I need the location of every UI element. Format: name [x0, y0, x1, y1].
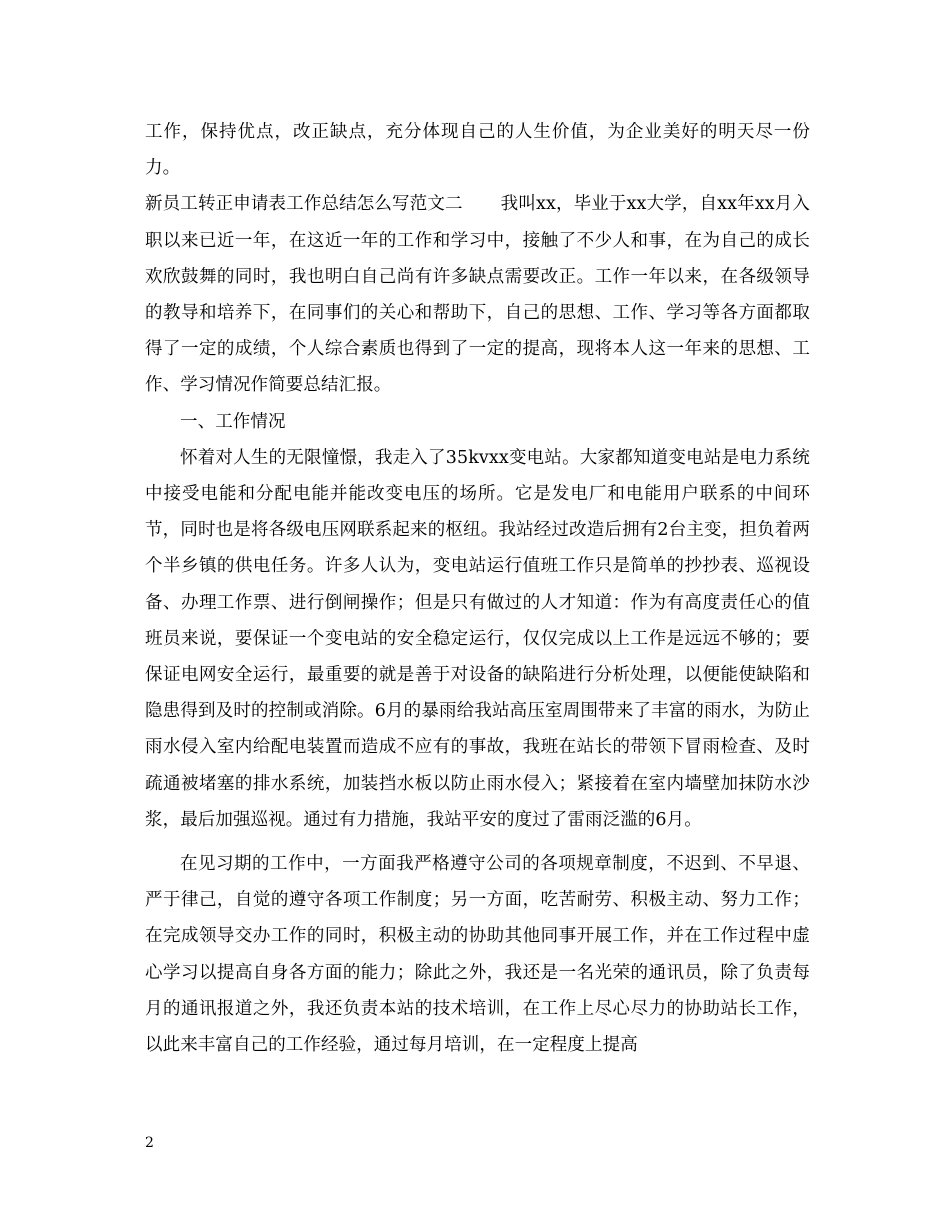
- intro-text: 我叫xx，毕业于xx大学，自xx年xx月入职以来已近一年，在这近一年的工作和学习中，接触了不少人和事，在为自己的成长欢欣鼓舞的同时，我也明白自己尚有许多缺点需要改正。工作一年以来，在各级领导的教导和培养下，在同事们的关心和帮助下，自己的思想、工作、学习等各方面都取得了一定的成绩，个人综合素质也得到了一定的提高，现将本人这一年来的思想、工作、学习情况作简要总结汇报。: [145, 194, 810, 396]
- document-body: [145, 114, 810, 1063]
- paragraph-substation: 怀着对人生的无限憧憬，我走入了35kvxx变电站。大家都知道变电站是电力系统中接受电能和分配电能并能改变电压的场所。它是发电厂和电能用户联系的中间环节，同时也是将各级电压网联系起来的枢纽。我站经过改造后拥有2台主变，担负着两个半乡镇的供电任务。许多人认为，变电站运行值班工作只是简单的抄抄表、巡视设备、办理工作票、进行倒闸操作；但是只有做过的人才知道：作为有高度责任心的值班员来说，要保证一个变电站的安全稳定运行，仅仅完成以上工作是远远不够的；要保证电网安全运行，最重要的就是善于对设备的缺陷进行分析处理，以便能使缺陷和隐患得到及时的控制或消除。6月的暴雨给我站高压室周围带来了丰富的雨水，为防止雨水侵入室内给配电装置而造成不应有的事故，我班在站长的带领下冒雨检查、及时疏通被堵塞的排水系统，加装挡水板以防止雨水侵入；紧接着在室内墙壁加抹防水沙浆，最后加强巡视。通过有力措施，我站平安的度过了雷雨泛滥的6月。: [145, 447, 810, 830]
- page-number: 2: [145, 1135, 154, 1151]
- section-heading-work: 一、工作情况: [180, 411, 286, 432]
- paragraph-continued: 工作，保持优点，改正缺点，充分体现自己的人生价值，为企业美好的明天尽一份力。: [145, 122, 810, 179]
- paragraph-intro: [145, 186, 810, 403]
- paragraph-gap: [145, 838, 810, 846]
- document-title: 新员工转正申请表工作总结怎么写范文二: [145, 194, 463, 215]
- paragraph-probation: 在见习期的工作中，一方面我严格遵守公司的各项规章制度，不迟到、不早退、严于律己，自觉的遵守各项工作制度；另一方面，吃苦耐劳、积极主动、努力工作；在完成领导交办工作的同时，积极主动的协助其他同事开展工作，并在工作过程中虚心学习以提高自身各方面的能力；除此之外，我还是一名光荣的通讯员，除了负责每月的通讯报道之外，我还负责本站的技术培训，在工作上尽心尽力的协助站长工作，以此来丰富自己的工作经验，通过每月培训，在一定程度上提高: [145, 854, 810, 1056]
